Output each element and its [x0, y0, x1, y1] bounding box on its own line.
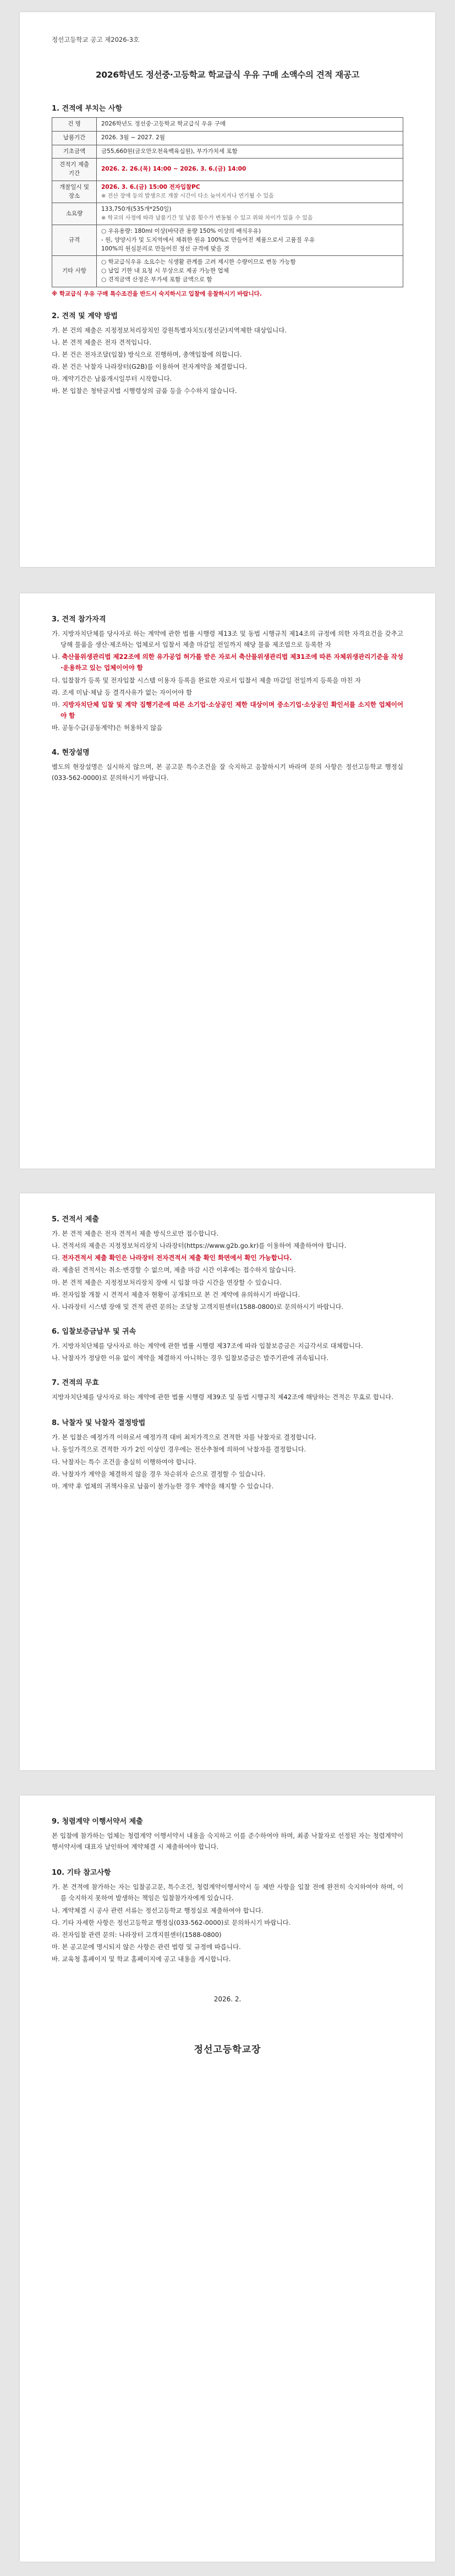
- list-item: [52, 1481, 403, 1492]
- item-text: 낙찰자는 특수 조건을 충실히 이행하여야 합니다.: [62, 1458, 196, 1466]
- item-text: 본 견적 제출은 전자 견적서 제출 방식으로만 접수합니다.: [62, 1230, 219, 1237]
- section-2-heading: 2. 견적 및 계약 방법: [52, 312, 118, 320]
- item-text: 지방자치단체를 당사자로 하는 계약에 관한 법률 시행령 제13조 및 동법 시행규칙 제14조의 규정에 의한 자격요건을 갖추고 당해 물품을 생산·제조하는 업체로서 입찰서 제출 마감일 전일까지 해당 물품 제조업으로 등록한 자: [61, 630, 403, 649]
- opening-datetime: 2026. 3. 6.(금) 15:00 전자입찰PC: [101, 184, 200, 191]
- row-label: 소요량: [52, 203, 97, 225]
- row-subnote: ※ 학교의 사정에 따라 납품기간 및 납품 횟수가 변동될 수 있고 위와 차이가 있을 수 있음: [101, 215, 313, 221]
- item-text: 제출된 견적서는 취소·변경할 수 없으며, 제출 마감 시간 이후에는 접수하지 않습니다.: [62, 1266, 296, 1274]
- row-label: 납품기간: [52, 131, 97, 145]
- row-value: [97, 256, 403, 287]
- item-number: 가.: [52, 630, 60, 637]
- list-item: [52, 1444, 403, 1455]
- item-number: 나.: [52, 1354, 60, 1362]
- section-4-heading: 4. 현장설명: [52, 749, 90, 757]
- item-text: 본 입찰은 청탁금지법 시행령상의 금품 등을 수수하지 않습니다.: [62, 387, 237, 395]
- document-page-3: [20, 1193, 435, 1770]
- item-text: 기타 자세한 사항은 정선고등학교 행정실(033-562-0000)로 문의하시기 바랍니다.: [62, 1918, 291, 1926]
- section-9-heading: 9. 청렴계약 이행서약서 제출: [52, 1818, 143, 1826]
- item-number: 바.: [52, 724, 60, 732]
- etc-line: ○ 납입 기한 내 요청 시 무상으로 제공 가능한 업체: [101, 268, 229, 274]
- item-text: 계약 후 업체의 귀책사유로 납품이 불가능한 경우 계약을 해지할 수 있습니다.: [62, 1482, 274, 1490]
- item-text: 전자입찰 관련 문의: 나라장터 고객지원센터(1588-0800): [62, 1930, 222, 1939]
- section-8-heading: 8. 낙찰자 및 낙찰자 결정방법: [52, 1419, 146, 1428]
- item-number: 마.: [52, 700, 60, 708]
- table-footnote: ※ 학교급식 우유 구매 특수조건을 반드시 숙지하시고 입찰에 응찰하시기 바랍니다.: [52, 290, 262, 297]
- submission-period: 2026. 2. 26.(목) 14:00 ~ 2026. 3. 6.(금) 14:00: [97, 159, 403, 181]
- table-row: [52, 145, 403, 159]
- item-number: 가.: [52, 1230, 60, 1237]
- list-item: [52, 1352, 403, 1363]
- section-6-heading: 6. 입찰보증금납부 및 귀속: [52, 1327, 136, 1336]
- item-text: 교육청 홈페이지 및 학교 홈페이지에 공고 내용을 게시합니다.: [62, 1955, 231, 1963]
- item-text: 조세 미납·체납 등 결격사유가 없는 자이어야 함: [62, 688, 193, 696]
- item-number: 가.: [52, 326, 60, 334]
- list-item: [52, 1456, 403, 1467]
- list-item: [52, 361, 403, 372]
- spec-line: 100%의 원심분리로 만들어진 정선 규격에 맞을 것: [101, 245, 229, 252]
- item-text: 계약체결 시 공사 관련 서류는 정선고등학교 행정실로 제출하여야 합니다.: [62, 1906, 264, 1914]
- document-page-2: [20, 593, 435, 1169]
- row-value: 2026. 3월 ~ 2027. 2월: [97, 131, 403, 145]
- item-number: 다.: [52, 1254, 60, 1262]
- item-number: 다.: [52, 1458, 60, 1466]
- item-text: 나라장터 시스템 장애 및 견적 관련 문의는 조달청 고객지원센터(1588-0800)로 문의하시기 바랍니다.: [62, 1302, 344, 1311]
- item-number: 바.: [52, 1955, 60, 1963]
- item-number: 마.: [52, 1942, 60, 1951]
- etc-line: ○ 학교급식우유 소요수는 식생활 관계를 고려 제시한 수량이므로 변동 가능함: [101, 259, 296, 266]
- table-row: [52, 256, 403, 287]
- item-number: 가.: [52, 1433, 60, 1442]
- section-7-heading: 7. 견적의 무효: [52, 1379, 99, 1388]
- row-value: [97, 225, 403, 256]
- list-item: [52, 337, 403, 348]
- issuer-signature: 정선고등학교장: [194, 2044, 261, 2056]
- item-number: 라.: [52, 1930, 60, 1939]
- item-number: 다.: [52, 1918, 60, 1926]
- item-number: 나.: [52, 653, 60, 661]
- spec-line: - 원, 양양시가 및 도지역에서 채취한 원유 100%로 만들어진 제품으로서 고품질 우유: [101, 236, 315, 243]
- list-item: [52, 687, 403, 698]
- item-number: 바.: [52, 1290, 60, 1298]
- list-item: [52, 1340, 403, 1351]
- section-4-text: 별도의 현장설명은 실시하지 않으며, 본 공고문 특수조건을 잘 숙지하고 응찰하시기 바라며 문의 사항은 정선고등학교 행정실(033-562-0000)로 문의하시기 바랍니다.: [52, 763, 403, 782]
- list-item: [52, 1301, 403, 1312]
- item-number: 나.: [52, 1242, 60, 1250]
- row-value: [97, 181, 403, 203]
- bid-info-table: [52, 117, 403, 287]
- row-label: 건 명: [52, 118, 97, 132]
- item-number: 라.: [52, 362, 60, 370]
- list-item: [52, 1264, 403, 1275]
- section-1-heading: 1. 견적에 부치는 사항: [52, 105, 123, 113]
- row-label: 기초금액: [52, 145, 97, 159]
- list-item: [52, 385, 403, 396]
- table-row: [52, 159, 403, 181]
- document-page-1: [20, 12, 435, 567]
- item-text: 전자입찰 개찰 시 견적서 제출자 현황이 공개되므로 본 건 계약에 유의하시기 바랍니다.: [62, 1290, 300, 1298]
- item-text: 동일가격으로 견적한 자가 2인 이상인 경우에는 전산추첨에 의하여 낙찰자를 결정합니다.: [62, 1445, 306, 1454]
- item-text: 축산물위생관리법 제22조에 의한 유가공업 허가를 받은 자로서 축산물위생관리법 제31조에 따른 자체위생관리기준을 작성·운용하고 있는 업체이어야 함: [61, 653, 403, 672]
- list-item: [52, 628, 403, 650]
- section-10-heading: 10. 기타 참고사항: [52, 1869, 111, 1878]
- list-item: [52, 1277, 403, 1288]
- row-label: 견적기 제출기간: [52, 159, 97, 181]
- section-7-text: 지방자치단체를 당사자로 하는 계약에 관한 법률 시행령 제39조 및 동법 시행규칙 제42조에 해당하는 견적은 무효로 합니다.: [52, 1393, 393, 1401]
- section-5-heading: 5. 견적서 제출: [52, 1215, 99, 1224]
- document-page-4: [20, 1795, 435, 2562]
- list-item: [52, 1881, 403, 1903]
- row-label: 규격: [52, 225, 97, 256]
- item-text: 낙찰자가 정당한 이유 없이 계약을 체결하지 아니하는 경우 입찰보증금은 발주기관에 귀속됩니다.: [62, 1354, 328, 1362]
- table-row: [52, 118, 403, 132]
- item-text: 지방자치단체 입찰 및 계약 집행기준에 따른 소기업·소상공인 제한 대상이며 중소기업·소상공인 확인서를 소지한 업체이어야 함: [61, 700, 404, 719]
- list-item: [52, 651, 403, 673]
- item-number: 가.: [52, 1341, 60, 1350]
- list-item: [52, 1929, 403, 1940]
- item-number: 나.: [52, 1445, 60, 1454]
- item-text: 본 건의 제출은 지정정보처리장치인 강원특별자치도(정선군)지역제한 대상입니다.: [62, 326, 287, 334]
- table-row: [52, 181, 403, 203]
- list-item: [52, 1240, 403, 1251]
- item-text: 입찰참가 등록 및 전자입찰 시스템 이용자 등록을 완료한 자로서 입찰서 제출 마감일 전일까지 등록을 마친 자: [62, 676, 361, 684]
- item-text: 공동수급(공동계약)은 허용하지 않음: [62, 724, 163, 732]
- item-number: 라.: [52, 1470, 60, 1478]
- item-number: 마.: [52, 1482, 60, 1490]
- item-number: 나.: [52, 338, 60, 346]
- item-text: 전자견적서 제출 확인은 나라장터 전자견적서 제출 확인 화면에서 확인 가능합니다.: [62, 1254, 292, 1262]
- row-value: 금55,660원(금오만오천육백육십원), 부가가치세 포함: [97, 145, 403, 159]
- list-item: [52, 1228, 403, 1239]
- list-item: [52, 1289, 403, 1300]
- table-row: [52, 203, 403, 225]
- etc-line: ○ 견적금액 산정은 부가세 포함 금액으로 함: [101, 276, 212, 283]
- item-number: 다.: [52, 676, 60, 684]
- table-row: [52, 225, 403, 256]
- list-item: [52, 1917, 403, 1928]
- item-text: 본 입찰은 예정가격 이하로서 예정가격 대비 최저가격으로 견적한 자를 낙찰자로 결정합니다.: [62, 1433, 316, 1442]
- list-item: [52, 722, 403, 733]
- item-number: 다.: [52, 350, 60, 358]
- list-item: [52, 1905, 403, 1916]
- spec-line: ○ 우유용량: 180ml 이상(바닥관 용량 150% 이상의 배식우유): [101, 228, 261, 234]
- item-number: 마.: [52, 1278, 60, 1286]
- item-text: 본 견적 제출은 전자 견적입니다.: [62, 338, 152, 346]
- row-value: [97, 203, 403, 225]
- section-9-text: 본 입찰에 참가하는 업체는 청렴계약 이행서약서 내용을 숙지하고 이를 준수하여야 하며, 최종 낙찰자로 선정된 자는 청렴계약이행서약서에 대표자 날인하여 계약체결 시 제출하여야 합니다.: [52, 1832, 403, 1851]
- item-text: 계약기간은 납품개시일부터 시작합니다.: [62, 375, 172, 383]
- item-number: 나.: [52, 1906, 60, 1914]
- list-item: [52, 1252, 403, 1263]
- row-subnote: ※ 전산 장애 등의 발생으로 개찰 시간이 다소 늦어지거나 연기될 수 있음: [101, 193, 274, 199]
- item-number: 라.: [52, 1266, 60, 1274]
- notice-date: 2026. 2.: [213, 1995, 242, 2004]
- list-item: [52, 675, 403, 686]
- quantity-value: 133,750개(535개*250일): [101, 206, 172, 213]
- row-label: 개찰일시 및 장소: [52, 181, 97, 203]
- page-title: 2026학년도 정선중·고등학교 학교급식 우유 구매 소액수의 견적 재공고: [95, 70, 360, 80]
- list-item: [52, 349, 403, 360]
- item-text: 본 견적에 참가하는 자는 입찰공고문, 특수조건, 청렴계약이행서약서 등 제반 사항을 입찰 전에 완전히 숙지하여야 하며, 이를 숙지하지 못하여 발생하는 책임은 입찰참가자에게 있습니다.: [61, 1883, 403, 1902]
- list-item: [52, 1953, 403, 1964]
- item-number: 가.: [52, 1883, 60, 1891]
- item-text: 본 건은 전자조달(입찰) 방식으로 진행하며, 총액입찰에 의합니다.: [62, 350, 242, 358]
- item-text: 지방자치단체를 당사자로 하는 계약에 관한 법률 시행령 제37조에 따라 입찰보증금은 지급각서로 대체합니다.: [62, 1341, 363, 1350]
- list-item: [52, 699, 403, 721]
- item-text: 본 견적 제출은 지정정보처리장치 장애 시 입찰 마감 시간을 연장할 수 있습니다.: [62, 1278, 282, 1286]
- row-label: 기타 사항: [52, 256, 97, 287]
- list-item: [52, 1469, 403, 1480]
- item-number: 바.: [52, 387, 60, 395]
- item-number: 라.: [52, 688, 60, 696]
- notice-number: 정선고등학교 공고 제2026-3호: [52, 36, 140, 43]
- table-row: [52, 131, 403, 145]
- item-number: 마.: [52, 375, 60, 383]
- list-item: [52, 325, 403, 336]
- item-text: 낙찰자가 계약을 체결하지 않을 경우 차순위자 순으로 결정할 수 있습니다.: [62, 1470, 266, 1478]
- list-item: [52, 373, 403, 384]
- item-text: 본 공고문에 명시되지 않은 사항은 관련 법령 및 규정에 따릅니다.: [62, 1942, 241, 1951]
- item-text: 견적서의 제출은 지정정보처리장치 나라장터(https://www.g2b.go.kr)를 이용하여 제출하여야 합니다.: [62, 1242, 347, 1250]
- item-text: 본 건은 낙찰자 나라장터(G2B)를 이용하여 전자계약을 체결합니다.: [62, 362, 247, 370]
- item-number: 사.: [52, 1302, 60, 1311]
- row-value: 2026학년도 정선중·고등학교 학교급식 우유 구매: [97, 118, 403, 132]
- section-3-heading: 3. 견적 참가자격: [52, 615, 106, 624]
- list-item: [52, 1941, 403, 1952]
- list-item: [52, 1432, 403, 1443]
